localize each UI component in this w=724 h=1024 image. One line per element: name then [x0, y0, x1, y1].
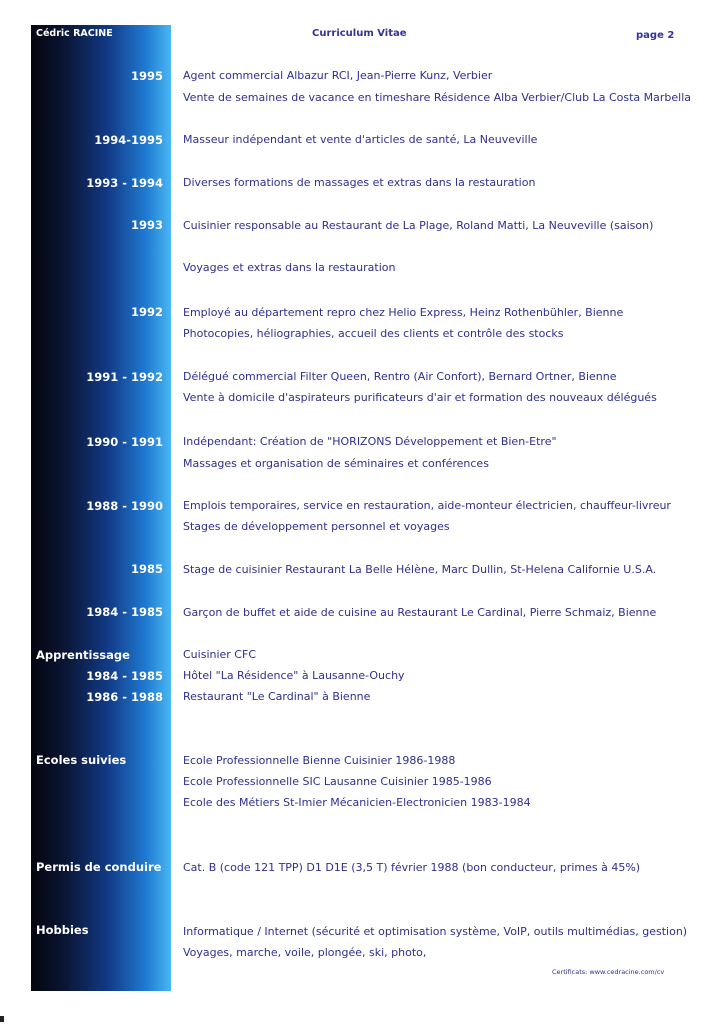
entry-line: Stage de cuisinier Restaurant La Belle Hélène, Marc Dullin, St-Helena Californie U.S.A.	[183, 563, 657, 576]
entry-line: Massages et organisation de séminaires et conférences	[183, 457, 489, 470]
entry-line: Emplois temporaires, service en restauration, aide-monteur électricien, chauffeur-livreur	[183, 499, 671, 512]
apprentissage-title: Cuisinier CFC	[183, 648, 256, 661]
entry-line: Délégué commercial Filter Queen, Rentro (Air Confort), Bernard Ortner, Bienne	[183, 370, 617, 383]
section-label-permis: Permis de conduire	[36, 860, 162, 874]
entry-line: Diverses formations de massages et extras dans la restauration	[183, 176, 536, 189]
entry-year: 1995	[130, 69, 163, 83]
permis-line: Cat. B (code 121 TPP) D1 D1E (3,5 T) février 1988 (bon conducteur, primes à 45%)	[183, 861, 641, 874]
entry-year: 1985	[130, 562, 163, 576]
entry-line: Employé au département repro chez Helio Express, Heinz Rothenbühler, Bienne	[183, 306, 624, 319]
entry-year: 1990 - 1991	[86, 435, 163, 449]
entry-line: Indépendant: Création de "HORIZONS Développement et Bien-Etre"	[183, 435, 557, 448]
ecole-line: Ecole Professionnelle Bienne Cuisinier 1986-1988	[183, 754, 456, 767]
ecole-line: Ecole Professionnelle SIC Lausanne Cuisinier 1985-1986	[183, 775, 492, 788]
entry-year: 1984 - 1985	[86, 605, 163, 619]
section-label-apprentissage: Apprentissage	[36, 648, 130, 662]
entry-line: Stages de développement personnel et voyages	[183, 520, 450, 533]
entry-year: 1993 - 1994	[86, 176, 163, 190]
section-label-ecoles: Ecoles suivies	[36, 753, 127, 767]
entry-line: Vente à domicile d'aspirateurs purificateurs d'air et formation des nouveaux délégués	[183, 391, 657, 404]
entry-line: Photocopies, héliographies, accueil des clients et contrôle des stocks	[183, 327, 564, 340]
entry-year: 1988 - 1990	[86, 499, 163, 513]
hobbies-line: Informatique / Internet (sécurité et optimisation système, VoIP, outils multimédias, gestion)	[183, 925, 688, 938]
entry-line: Garçon de buffet et aide de cuisine au Restaurant Le Cardinal, Pierre Schmaiz, Bienne	[183, 606, 657, 619]
entry-line: Voyages et extras dans la restauration	[183, 261, 396, 274]
header-name: Cédric RACINE	[36, 28, 113, 39]
entry-line: Cuisinier responsable au Restaurant de La Plage, Roland Matti, La Neuveville (saison)	[183, 219, 654, 232]
scan-mark	[0, 1016, 4, 1022]
section-label-hobbies: Hobbies	[36, 923, 89, 937]
apprentissage-place: Hôtel "La Résidence" à Lausanne-Ouchy	[183, 669, 405, 682]
page-number: page 2	[636, 30, 675, 41]
apprentissage-place: Restaurant "Le Cardinal" à Bienne	[183, 690, 371, 703]
entry-year: 1994-1995	[94, 133, 163, 147]
certificats-link[interactable]: Certificats: www.cedracine.com/cv	[552, 968, 665, 976]
entry-year: 1992	[130, 305, 163, 319]
document-title: Curriculum Vitae	[312, 28, 407, 39]
hobbies-line: Voyages, marche, voile, plongée, ski, photo,	[183, 946, 427, 959]
apprentissage-year: 1984 - 1985	[86, 669, 163, 683]
ecole-line: Ecole des Métiers St-Imier Mécanicien-Electronicien 1983-1984	[183, 796, 531, 809]
apprentissage-year: 1986 - 1988	[86, 690, 163, 704]
entry-year: 1991 - 1992	[86, 370, 163, 384]
entry-line: Vente de semaines de vacance en timeshare Résidence Alba Verbier/Club La Costa Marbella	[183, 91, 691, 104]
entry-line: Agent commercial Albazur RCI, Jean-Pierre Kunz, Verbier	[183, 69, 493, 82]
entry-line: Masseur indépendant et vente d'articles de santé, La Neuveville	[183, 133, 538, 146]
entry-year: 1993	[130, 218, 163, 232]
